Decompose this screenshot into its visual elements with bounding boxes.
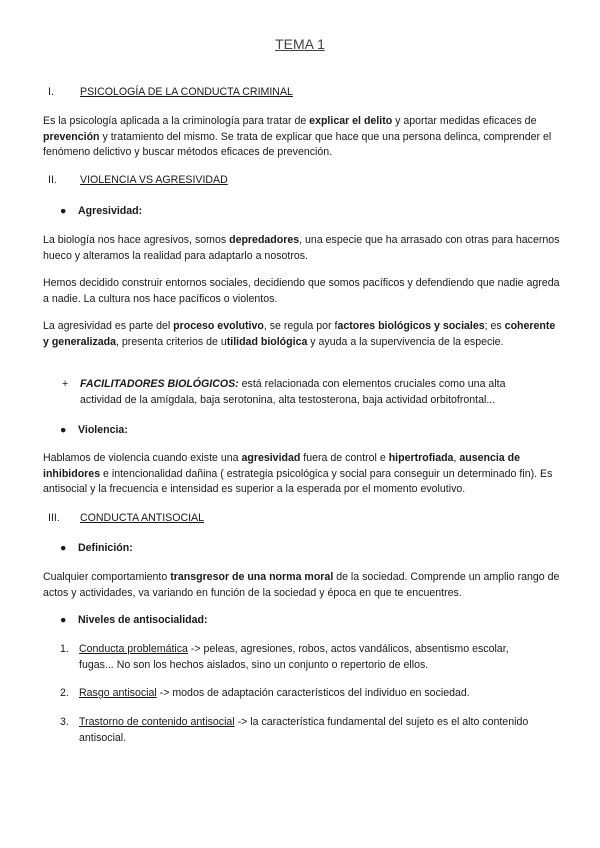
facilitadores-item: + FACILITADORES BIOLÓGICOS: está relacionada con elementos cruciales como una alta actividad de la amígdala, baja serotonina, alta testosterona, baja actividad orbitofrontal... xyxy=(62,378,506,406)
bullet-dot-icon: ● xyxy=(60,424,67,436)
bullet-violencia: ● Violencia: xyxy=(60,424,128,436)
bullet-dot-icon: ● xyxy=(60,542,67,554)
bullet-dot-icon: ● xyxy=(60,614,67,626)
paragraph-definition: Es la psicología aplicada a la criminología para tratar de explicar el delito y aportar medidas eficaces de prevención y tratamiento del mismo. Se trata de explicar que hace que una persona delinca, comprender el fenómeno delictivo y buscar métodos eficaces de prevención. xyxy=(43,115,552,158)
section-number: II. xyxy=(48,174,57,186)
page-title: TEMA 1 xyxy=(275,36,325,52)
paragraph-entornos: Hemos decidido construir entornos sociales, decidiendo que somos pacíficos y defendiendo que nadie agreda a nadie. La cultura nos hace pacíficos o violentos. xyxy=(43,277,560,305)
list-item: 2. Rasgo antisocial -> modos de adaptación característicos del individuo en sociedad. xyxy=(60,687,470,699)
bullet-dot-icon: ● xyxy=(60,205,67,217)
bullet-agresividad: ● Agresividad: xyxy=(60,205,143,217)
paragraph-comportamiento: Cualquier comportamiento transgresor de una norma moral de la sociedad. Comprende un amplio rango de actos y actividades, va variando en función de la sociedad y época en que te encuentres. xyxy=(43,571,560,599)
section-heading-2 xyxy=(48,174,228,186)
section-title: CONDUCTA ANTISOCIAL xyxy=(80,512,205,524)
bullet-niveles: ● Niveles de antisocialidad: xyxy=(60,614,208,626)
section-number: III. xyxy=(48,512,60,524)
section-heading-3 xyxy=(48,512,204,524)
paragraph-evolutivo: La agresividad es parte del proceso evolutivo, se regula por factores biológicos y sociales; es coherente y generalizada, presenta criterios de utilidad biológica y ayuda a la supervivencia de la especie. xyxy=(43,320,556,348)
list-item: 3. Trastorno de contenido antisocial -> la característica fundamental del sujeto es el alto contenido antisocial. xyxy=(60,716,529,744)
section-title: VIOLENCIA VS AGRESIVIDAD xyxy=(80,174,228,186)
section-heading-1 xyxy=(48,86,293,98)
section-title: PSICOLOGÍA DE LA CONDUCTA CRIMINAL xyxy=(80,86,293,98)
paragraph-violencia: Hablamos de violencia cuando existe una agresividad fuera de control e hipertrofiada, ausencia de inhibidores e intencionalidad dañina ( estrategia psicológica y social para conseguir un determinado fin). Es antisocial y la frecuencia e intensidad es superior a la esperada por el momento evolutivo. xyxy=(43,452,553,495)
list-item: 1. Conducta problemática -> peleas, agresiones, robos, actos vandálicos, absentismo escolar, fugas... No son los hechos aislados, sino un conjunto o repertorio de ellos. xyxy=(60,643,509,671)
plus-icon: + xyxy=(62,378,69,390)
paragraph-biologia: La biología nos hace agresivos, somos depredadores, una especie que ha arrasado con otras para hacernos hueco y alteramos la realidad para adaptarlo a nosotros. xyxy=(43,234,560,262)
bullet-definicion: ● Definición: xyxy=(60,542,133,554)
section-number: I. xyxy=(48,86,54,98)
